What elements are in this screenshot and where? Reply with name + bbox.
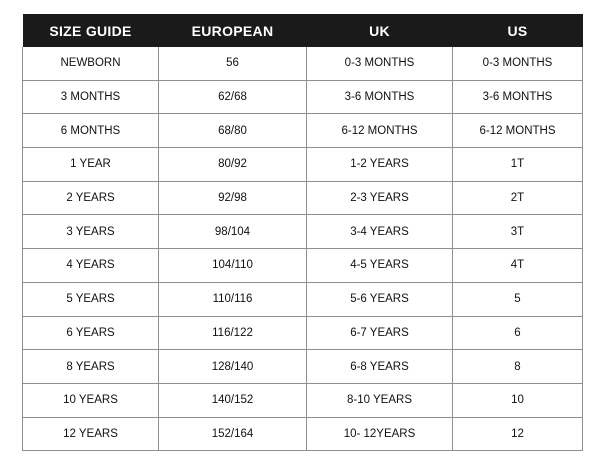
size-guide-table xyxy=(22,14,583,451)
table-header xyxy=(23,14,583,47)
size-guide-cell: 4 YEARS xyxy=(23,249,159,283)
table-row xyxy=(23,215,583,249)
table-row xyxy=(23,282,583,316)
uk-cell: 10- 12YEARS xyxy=(307,417,453,451)
uk-cell: 1-2 YEARS xyxy=(307,148,453,182)
size-guide-cell: 1 YEAR xyxy=(23,148,159,182)
size-guide-cell: 6 YEARS xyxy=(23,316,159,350)
us-cell: 6 xyxy=(453,316,583,350)
size-guide-cell: 3 YEARS xyxy=(23,215,159,249)
size-guide-cell: 8 YEARS xyxy=(23,350,159,384)
table-row xyxy=(23,47,583,80)
table-row xyxy=(23,350,583,384)
table-body xyxy=(23,47,583,451)
us-cell: 5 xyxy=(453,282,583,316)
us-cell: 8 xyxy=(453,350,583,384)
uk-cell: 6-12 MONTHS xyxy=(307,114,453,148)
size-guide-cell: 10 YEARS xyxy=(23,383,159,417)
us-cell: 10 xyxy=(453,383,583,417)
european-cell: 152/164 xyxy=(159,417,307,451)
header-us: US xyxy=(453,14,583,47)
european-cell: 104/110 xyxy=(159,249,307,283)
us-cell: 3-6 MONTHS xyxy=(453,80,583,114)
size-guide-cell: 12 YEARS xyxy=(23,417,159,451)
header-european: EUROPEAN xyxy=(159,14,307,47)
european-cell: 140/152 xyxy=(159,383,307,417)
table-row xyxy=(23,417,583,451)
european-cell: 98/104 xyxy=(159,215,307,249)
us-cell: 3T xyxy=(453,215,583,249)
size-guide-cell: 2 YEARS xyxy=(23,181,159,215)
header-size-guide: SIZE GUIDE xyxy=(23,14,159,47)
size-guide-cell: 5 YEARS xyxy=(23,282,159,316)
uk-cell: 3-4 YEARS xyxy=(307,215,453,249)
us-cell: 0-3 MONTHS xyxy=(453,47,583,80)
european-cell: 56 xyxy=(159,47,307,80)
uk-cell: 3-6 MONTHS xyxy=(307,80,453,114)
table-row xyxy=(23,249,583,283)
size-guide-cell: 3 MONTHS xyxy=(23,80,159,114)
table-row xyxy=(23,114,583,148)
uk-cell: 5-6 YEARS xyxy=(307,282,453,316)
us-cell: 2T xyxy=(453,181,583,215)
european-cell: 128/140 xyxy=(159,350,307,384)
us-cell: 1T xyxy=(453,148,583,182)
uk-cell: 2-3 YEARS xyxy=(307,181,453,215)
uk-cell: 6-7 YEARS xyxy=(307,316,453,350)
uk-cell: 4-5 YEARS xyxy=(307,249,453,283)
european-cell: 80/92 xyxy=(159,148,307,182)
uk-cell: 8-10 YEARS xyxy=(307,383,453,417)
header-row xyxy=(23,14,583,47)
table-row xyxy=(23,383,583,417)
uk-cell: 6-8 YEARS xyxy=(307,350,453,384)
table-row xyxy=(23,181,583,215)
european-cell: 116/122 xyxy=(159,316,307,350)
us-cell: 4T xyxy=(453,249,583,283)
uk-cell: 0-3 MONTHS xyxy=(307,47,453,80)
european-cell: 68/80 xyxy=(159,114,307,148)
size-guide-cell: NEWBORN xyxy=(23,47,159,80)
european-cell: 62/68 xyxy=(159,80,307,114)
table-row xyxy=(23,316,583,350)
us-cell: 6-12 MONTHS xyxy=(453,114,583,148)
table-row xyxy=(23,148,583,182)
size-guide-cell: 6 MONTHS xyxy=(23,114,159,148)
header-uk: UK xyxy=(307,14,453,47)
european-cell: 92/98 xyxy=(159,181,307,215)
table-row xyxy=(23,80,583,114)
us-cell: 12 xyxy=(453,417,583,451)
european-cell: 110/116 xyxy=(159,282,307,316)
